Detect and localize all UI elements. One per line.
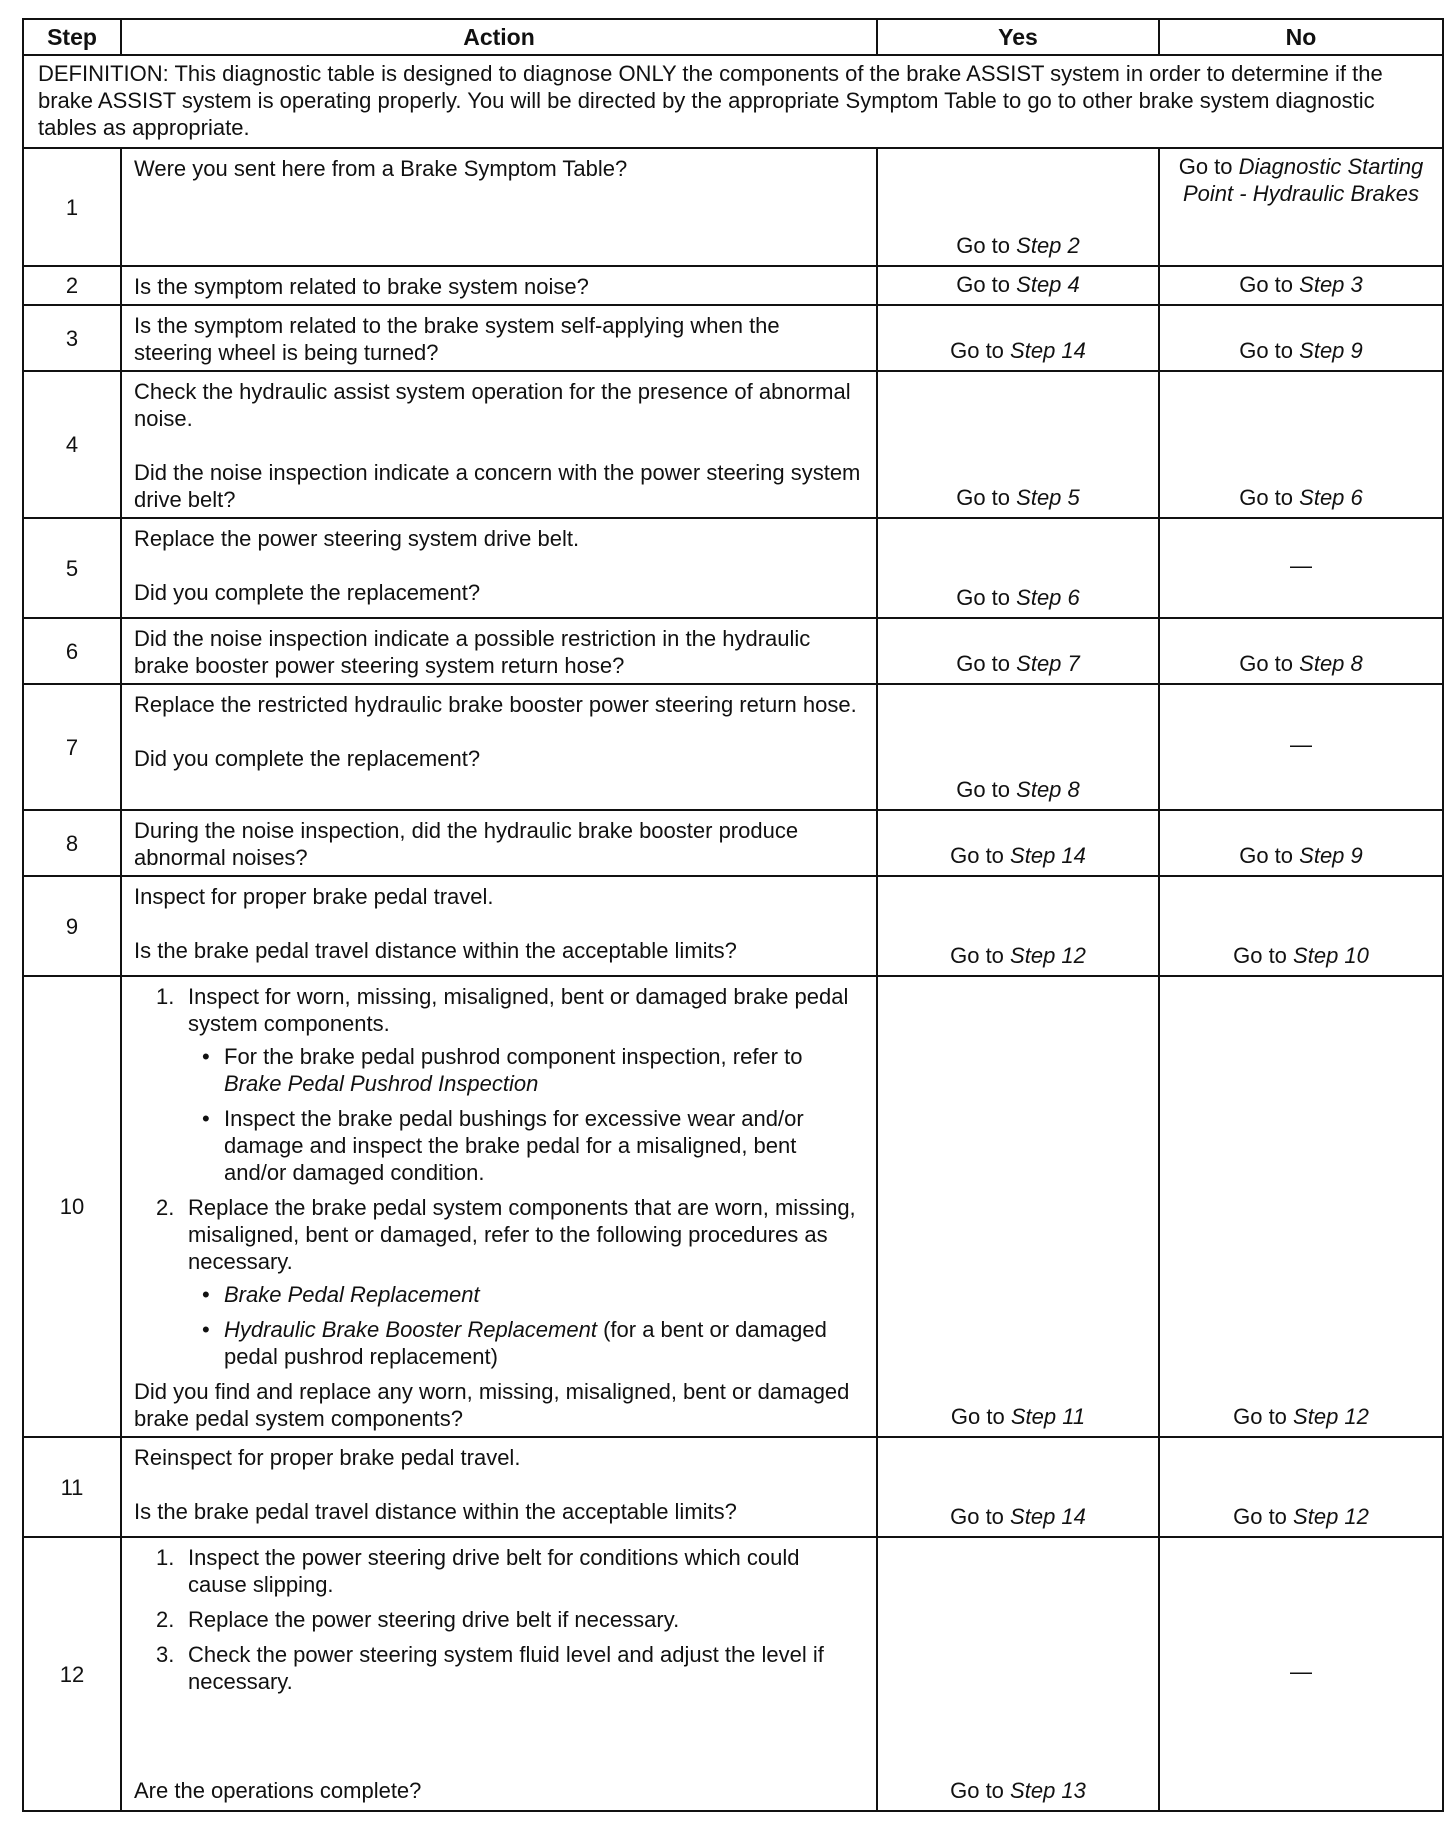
pushrod-inspection-link[interactable]: Brake Pedal Pushrod Inspection (224, 1071, 539, 1096)
yes-cell: Go to Step 11 (877, 976, 1159, 1437)
list-item: 2. Replace the power steering drive belt if necessary. (156, 1607, 680, 1632)
question-text: Are the operations complete? (134, 1778, 422, 1803)
list-item: • Hydraulic Brake Booster Replacement (for a bent or damaged pedal pushrod replacement) (202, 1317, 827, 1369)
step-number: 4 (23, 371, 121, 518)
no-step-link[interactable]: Diagnostic Starting Point - Hydraulic Brakes (1183, 154, 1424, 206)
list-item: 2. Replace the brake pedal system components that are worn, missing, misaligned, bent or damaged, refer to the following procedures as necessary. • Brake Pedal Replacement • Hydraulic Brake Booster Replacement (for a bent or damaged pedal pushrod replacement) (134, 1194, 862, 1370)
step-number: 2 (23, 266, 121, 305)
table-row (23, 876, 1443, 976)
no-cell: — (1159, 1537, 1443, 1811)
no-step-link[interactable]: Step 12 (1293, 1404, 1369, 1429)
no-step-link[interactable]: Step 9 (1299, 843, 1363, 868)
action-text: During the noise inspection, did the hydraulic brake booster produce abnormal noises? (134, 818, 799, 870)
yes-step-link[interactable]: Step 2 (1016, 233, 1080, 258)
action-text: Is the symptom related to the brake system self-applying when the steering wheel is being turned? (134, 313, 780, 365)
question-text: Did you complete the replacement? (134, 580, 481, 605)
header-yes: Yes (877, 19, 1159, 55)
step-number: 11 (23, 1437, 121, 1537)
action-cell (121, 148, 877, 266)
step-number: 6 (23, 618, 121, 684)
step-number: 10 (23, 976, 121, 1437)
no-cell: Go to Step 3 (1159, 266, 1443, 305)
yes-cell: Go to Step 8 (877, 684, 1159, 810)
action-cell (121, 518, 877, 618)
no-cell: Go to Step 12 (1159, 1437, 1443, 1537)
yes-step-link[interactable]: Step 11 (1010, 1404, 1086, 1429)
header-row (23, 19, 1443, 55)
brake-pedal-replacement-link[interactable]: Brake Pedal Replacement (224, 1282, 480, 1307)
booster-replacement-link[interactable]: Hydraulic Brake Booster Replacement (224, 1317, 597, 1342)
table-row (23, 266, 1443, 305)
action-cell (121, 976, 877, 1437)
no-step-link[interactable]: Step 8 (1299, 651, 1363, 676)
yes-cell: Go to Step 4 (877, 266, 1159, 305)
no-step-link[interactable]: Step 9 (1299, 338, 1363, 363)
yes-step-link[interactable]: Step 7 (1016, 651, 1080, 676)
action-text: Did the noise inspection indicate a possible restriction in the hydraulic brake booster power steering system return hose? (134, 626, 811, 678)
action-cell (121, 618, 877, 684)
no-cell: Go to Step 9 (1159, 305, 1443, 371)
yes-step-link[interactable]: Step 4 (1016, 272, 1080, 297)
yes-cell: Go to Step 14 (877, 305, 1159, 371)
list-item: • Inspect the brake pedal bushings for excessive wear and/or damage and inspect the brake pedal for a misaligned, bent and/or damaged condition. (202, 1106, 804, 1185)
action-cell (121, 305, 877, 371)
step-number: 3 (23, 305, 121, 371)
action-text: Inspect for proper brake pedal travel. (134, 884, 494, 909)
table-row (23, 148, 1443, 266)
yes-step-link[interactable]: Step 14 (1010, 338, 1086, 363)
question-text: Is the brake pedal travel distance within the acceptable limits? (134, 938, 737, 963)
action-text: Replace the restricted hydraulic brake booster power steering return hose. (134, 692, 857, 717)
brake-assist-diagnostic-table (22, 18, 1444, 1812)
table-row (23, 976, 1443, 1437)
sub-list (188, 1043, 862, 1186)
action-text: Replace the power steering system drive belt. (134, 526, 580, 551)
diagnostic-table-page (22, 18, 1442, 1812)
yes-cell: Go to Step 5 (877, 371, 1159, 518)
no-cell: Go to Step 12 (1159, 976, 1443, 1437)
definition-row (23, 55, 1443, 148)
no-cell: — (1159, 518, 1443, 618)
definition-text: DEFINITION: This diagnostic table is designed to diagnose ONLY the components of the brake ASSIST system in order to determine if the brake ASSIST system is operating properly. You will be directed by the appropriate Symptom Table to go to other brake system diagnostic tables as appropriate. (23, 55, 1443, 148)
question-text: Did the noise inspection indicate a concern with the power steering system drive belt? (134, 460, 861, 512)
no-cell: — (1159, 684, 1443, 810)
yes-cell: Go to Step 6 (877, 518, 1159, 618)
yes-step-link[interactable]: Step 8 (1016, 777, 1080, 802)
list-item: • Brake Pedal Replacement (202, 1282, 480, 1307)
step-number: 1 (23, 148, 121, 266)
no-cell: Go to Step 10 (1159, 876, 1443, 976)
header-action: Action (121, 19, 877, 55)
action-cell (121, 684, 877, 810)
no-step-link[interactable]: Step 6 (1299, 485, 1363, 510)
table-row (23, 518, 1443, 618)
step-number: 5 (23, 518, 121, 618)
yes-step-link[interactable]: Step 14 (1010, 843, 1086, 868)
yes-step-link[interactable]: Step 14 (1010, 1504, 1086, 1529)
no-cell: Go to Diagnostic Starting Point - Hydraulic Brakes (1159, 148, 1443, 266)
action-cell (121, 876, 877, 976)
list-item: 1. Inspect for worn, missing, misaligned, bent or damaged brake pedal system components. • For the brake pedal pushrod component inspection, refer to Brake Pedal Pushrod Inspection • Inspect the brake pedal bushings for excessive wear and/or damage and inspect the brake pedal for a misaligned, bent and/or damaged condition. (134, 983, 862, 1186)
yes-cell: Go to Step 12 (877, 876, 1159, 976)
step-number: 8 (23, 810, 121, 876)
action-text: Is the symptom related to brake system noise? (134, 274, 589, 299)
list-item: 1. Inspect the power steering drive belt for conditions which could cause slipping. (156, 1545, 800, 1597)
question-text: Did you find and replace any worn, missing, misaligned, bent or damaged brake pedal system components? (134, 1379, 850, 1431)
action-text: Check the hydraulic assist system operation for the presence of abnormal noise. (134, 379, 851, 431)
step-number: 9 (23, 876, 121, 976)
no-cell: Go to Step 9 (1159, 810, 1443, 876)
table-row (23, 1437, 1443, 1537)
table-row (23, 305, 1443, 371)
no-cell: Go to Step 8 (1159, 618, 1443, 684)
action-cell (121, 1437, 877, 1537)
list-item: • For the brake pedal pushrod component inspection, refer to Brake Pedal Pushrod Inspection (202, 1044, 803, 1096)
no-step-link[interactable]: Step 10 (1293, 943, 1369, 968)
action-text: Reinspect for proper brake pedal travel. (134, 1445, 521, 1470)
action-cell (121, 1537, 877, 1811)
table-row (23, 618, 1443, 684)
table-row (23, 371, 1443, 518)
procedure-list (134, 983, 862, 1370)
yes-cell: Go to Step 13 (877, 1537, 1159, 1811)
question-text: Did you complete the replacement? (134, 746, 481, 771)
yes-step-link[interactable]: Step 13 (1010, 1778, 1086, 1803)
yes-step-link[interactable]: Step 6 (1016, 585, 1080, 610)
action-cell (121, 810, 877, 876)
action-text: Were you sent here from a Brake Symptom Table? (134, 156, 628, 181)
yes-step-link[interactable]: Step 12 (1010, 943, 1086, 968)
yes-cell: Go to Step 7 (877, 618, 1159, 684)
question-text: Is the brake pedal travel distance within the acceptable limits? (134, 1499, 737, 1524)
step-number: 7 (23, 684, 121, 810)
no-cell: Go to Step 6 (1159, 371, 1443, 518)
table-row (23, 1537, 1443, 1811)
header-no: No (1159, 19, 1443, 55)
no-step-link[interactable]: Step 12 (1293, 1504, 1369, 1529)
yes-step-link[interactable]: Step 5 (1016, 485, 1080, 510)
action-cell (121, 266, 877, 305)
header-step: Step (23, 19, 121, 55)
yes-cell: Go to Step 2 (877, 148, 1159, 266)
no-step-link[interactable]: Step 3 (1299, 272, 1363, 297)
procedure-list (134, 1544, 862, 1695)
step-number: 12 (23, 1537, 121, 1811)
yes-cell: Go to Step 14 (877, 810, 1159, 876)
sub-list (188, 1281, 862, 1370)
table-row (23, 810, 1443, 876)
action-cell (121, 371, 877, 518)
table-row (23, 684, 1443, 810)
yes-cell: Go to Step 14 (877, 1437, 1159, 1537)
list-item: 3. Check the power steering system fluid level and adjust the level if necessary. (156, 1642, 824, 1694)
